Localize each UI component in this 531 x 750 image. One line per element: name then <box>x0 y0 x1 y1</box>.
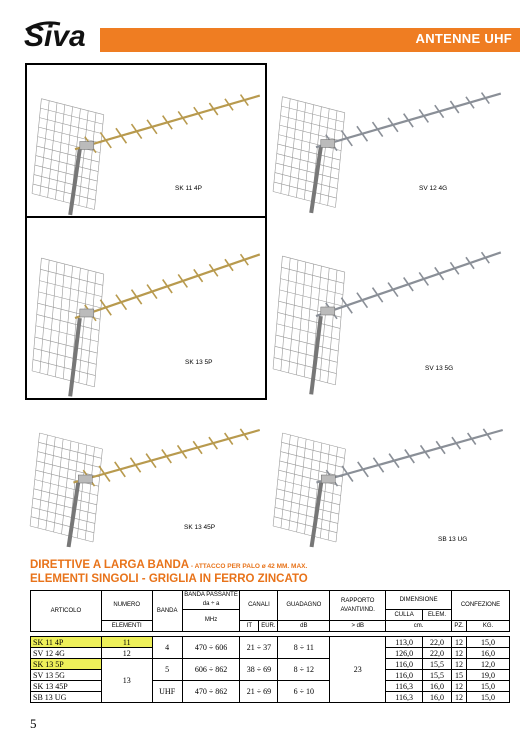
product-code: SK 13 5P <box>185 359 213 366</box>
cell-culla: 116,3 <box>386 692 423 703</box>
reflector-grid <box>273 97 345 208</box>
col-canali: CANALI <box>240 591 278 621</box>
dipole-box <box>80 142 94 150</box>
col-elem: ELEM. <box>423 610 452 621</box>
director-element <box>373 288 383 303</box>
col-it: IT <box>240 621 259 632</box>
product-panel-sk-11-4p <box>25 63 267 218</box>
col-numero: NUMERO <box>101 591 152 621</box>
col-mhz: MHz <box>182 610 240 632</box>
mast <box>311 147 321 213</box>
cell-kg: 15,0 <box>467 637 510 648</box>
cell-culla: 113,0 <box>386 637 423 648</box>
cell-elem: 16,0 <box>423 692 452 703</box>
director-element <box>116 295 127 310</box>
cell-elem: 15,5 <box>423 659 452 670</box>
col-articolo: ARTICOLO <box>31 591 102 632</box>
cell-culla: 126,0 <box>386 648 423 659</box>
reflector-grid <box>273 256 345 385</box>
reflector-grid <box>30 433 102 542</box>
mast <box>312 483 322 548</box>
director-element <box>388 283 398 297</box>
specs-table <box>30 590 510 703</box>
cell-articolo: SB 13 UG <box>31 692 102 703</box>
cell-culla: 116,3 <box>386 681 423 692</box>
cell-numero: 11 <box>101 637 152 648</box>
heading-main: DIRETTIVE A LARGA BANDA <box>30 559 190 571</box>
table-row <box>31 637 510 648</box>
col-eur: EUR. <box>259 621 278 632</box>
product-code: SK 13 45P <box>184 524 216 531</box>
director-element <box>341 298 352 314</box>
cell-pz: 12 <box>452 637 467 648</box>
antenna-image <box>268 400 510 550</box>
reflector-grid <box>32 258 104 387</box>
dipole-box <box>80 309 94 317</box>
antenna-image <box>268 63 508 216</box>
cell-pz: 15 <box>452 670 467 681</box>
cell-culla: 116,0 <box>386 670 423 681</box>
cell-numero: 13 <box>101 659 152 703</box>
cell-pz: 12 <box>452 659 467 670</box>
cell-banda: 4 <box>152 637 182 659</box>
antenna-image <box>27 65 267 218</box>
director-element <box>357 293 368 308</box>
dipole-box <box>321 140 335 148</box>
col-confezione: CONFEZIONE <box>452 591 510 621</box>
dipole-box <box>321 475 335 483</box>
cell-pz: 12 <box>452 692 467 703</box>
col-culla: CULLA <box>386 610 423 621</box>
cell-numero: 12 <box>101 648 152 659</box>
reflector-grid <box>32 99 104 210</box>
col-kg: KG. <box>467 621 510 632</box>
cell-banda: UHF <box>152 681 182 703</box>
col-cm: cm. <box>386 621 452 632</box>
cell-pz: 12 <box>452 648 467 659</box>
cell-kg: 12,0 <box>467 659 510 670</box>
product-panel-sk-13-45p <box>25 400 267 550</box>
cell-kg: 19,0 <box>467 670 510 681</box>
cell-canali: 21 ÷ 37 <box>240 637 278 659</box>
mast <box>70 149 80 215</box>
cell-articolo: SV 12 4G <box>31 648 102 659</box>
page-title: ANTENNE UHF <box>415 31 512 46</box>
dipole-box <box>321 307 335 315</box>
cell-elem: 22,0 <box>423 637 452 648</box>
cell-kg: 15,0 <box>467 692 510 703</box>
cell-passante: 606 ÷ 862 <box>182 659 240 681</box>
cell-banda: 5 <box>152 659 182 681</box>
product-code: SB 13 UG <box>438 536 468 543</box>
col-guadagno: GUADAGNO <box>278 591 330 621</box>
col-banda-passante-label: BANDA PASSANTE <box>184 592 238 598</box>
cell-passante: 470 ÷ 606 <box>182 637 240 659</box>
cell-guadagno: 8 ÷ 11 <box>278 637 330 659</box>
antenna-image <box>25 400 267 550</box>
cell-elem: 16,0 <box>423 681 452 692</box>
director-element <box>147 285 157 299</box>
cell-canali: 38 ÷ 69 <box>240 659 278 681</box>
cell-articolo: SV 13 5G <box>31 670 102 681</box>
cell-rapporto: 23 <box>330 637 386 703</box>
director-element <box>100 300 111 316</box>
product-code: SV 13 5G <box>425 365 454 372</box>
heading-mount-note: - ATTACCO PER PALO ø 42 MM. MAX. <box>189 563 308 570</box>
product-panel-sv-13-5g <box>268 216 510 400</box>
cell-articolo: SK 13 45P <box>31 681 102 692</box>
director-element <box>132 290 142 305</box>
antenna-image <box>27 218 267 400</box>
cell-kg: 15,0 <box>467 681 510 692</box>
product-code: SV 12 4G <box>419 185 448 192</box>
col-gt-db: > dB <box>330 621 386 632</box>
product-panel-sk-13-5p <box>25 216 267 400</box>
col-pz: PZ. <box>452 621 467 632</box>
cell-canali: 21 ÷ 69 <box>240 681 278 703</box>
cell-elem: 15,5 <box>423 670 452 681</box>
cell-guadagno: 8 ÷ 12 <box>278 659 330 681</box>
reflector-grid <box>273 433 345 542</box>
cell-articolo: SK 13 5P <box>31 659 102 670</box>
cell-elem: 22,0 <box>423 648 452 659</box>
col-elementi: ELEMENTI <box>101 621 152 632</box>
col-rapporto: RAPPORTO AVANTI/IND. <box>330 591 386 621</box>
cell-passante: 470 ÷ 862 <box>182 681 240 703</box>
cell-kg: 16,0 <box>467 648 510 659</box>
mast <box>69 483 79 548</box>
dipole-box <box>78 475 92 483</box>
cell-guadagno: 6 ÷ 10 <box>278 681 330 703</box>
svg-text:Siva: Siva <box>24 20 86 52</box>
heading-directive <box>30 559 307 571</box>
product-code: SK 11 4P <box>175 185 202 192</box>
col-da-a: da ÷ a <box>202 601 220 607</box>
antenna-image <box>268 216 508 398</box>
table-row <box>31 659 510 670</box>
product-panel-sb-13-ug <box>268 400 510 550</box>
col-banda-passante <box>182 591 240 610</box>
siva-logo <box>22 18 92 52</box>
col-dimensione: DIMENSIONE <box>386 591 452 610</box>
col-banda: BANDA <box>152 591 182 632</box>
product-panel-sv-12-4g <box>268 63 510 218</box>
col-db: dB <box>278 621 330 632</box>
cell-articolo: SK 11 4P <box>31 637 102 648</box>
page-number: 5 <box>30 716 37 731</box>
header-bar <box>100 28 520 52</box>
cell-culla: 116,0 <box>386 659 423 670</box>
cell-pz: 12 <box>452 681 467 692</box>
heading-elements: ELEMENTI SINGOLI - GRIGLIA IN FERRO ZINCATO <box>30 573 308 585</box>
